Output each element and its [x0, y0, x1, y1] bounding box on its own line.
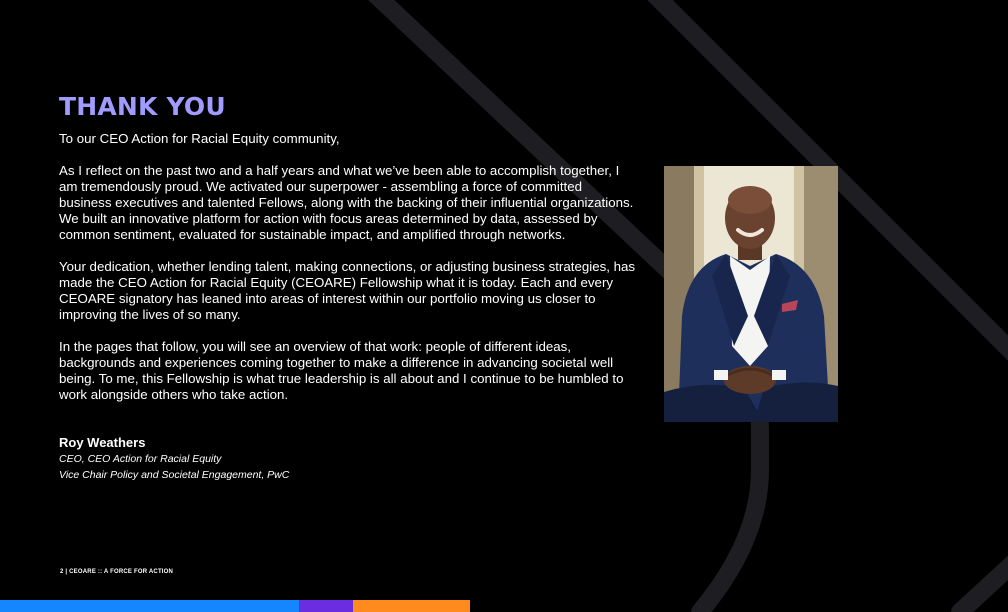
paragraph-2: Your dedication, whether lending talent, making connections, or adjusting business strategies, has made the CEO Action for Racial Equity (CEOARE) Fellowship what it is today. Each and every CEOARE signatory has leaned into areas of interest within our portfolio moving us closer to improving the lives of so many.	[59, 259, 636, 322]
footer-color-bar	[0, 600, 470, 612]
signature-title-1: CEO, CEO Action for Racial Equity	[59, 453, 222, 465]
signature-title-2: Vice Chair Policy and Societal Engagement, PwC	[59, 469, 290, 481]
footer-bar-purple	[299, 600, 353, 612]
paragraph-3: In the pages that follow, you will see an overview of that work: people of different ideas, backgrounds and experiences coming together to make a difference in advancing societal well being. To me, this Fellowship is what true leadership is all about and I continue to be humbled to work alongside others who take action.	[59, 339, 624, 402]
portrait-photo	[664, 166, 838, 422]
signature-name: Roy Weathers	[59, 435, 146, 450]
footer-bar-orange	[353, 600, 470, 612]
footer-page-label: 2 | CEOARE :: A FORCE FOR ACTION	[60, 569, 174, 575]
footer-bar-blue	[0, 600, 299, 612]
letter-body	[59, 131, 637, 419]
paragraph-1: As I reflect on the past two and a half years and what we’ve been able to accomplish together, I am tremendously proud. We activated our superpower - assembling a force of committed business executives and talented Fellows, along with the backing of their influential organizations. We built an innovative platform for action with focus areas determined by data, assessed by common sentiment, evaluated for sustainable impact, and amplified through networks.	[59, 163, 634, 242]
salutation: To our CEO Action for Racial Equity community,	[59, 131, 340, 146]
portrait-illustration	[664, 166, 838, 422]
page-title: THANK YOU	[59, 92, 226, 121]
signature-block	[59, 435, 559, 483]
